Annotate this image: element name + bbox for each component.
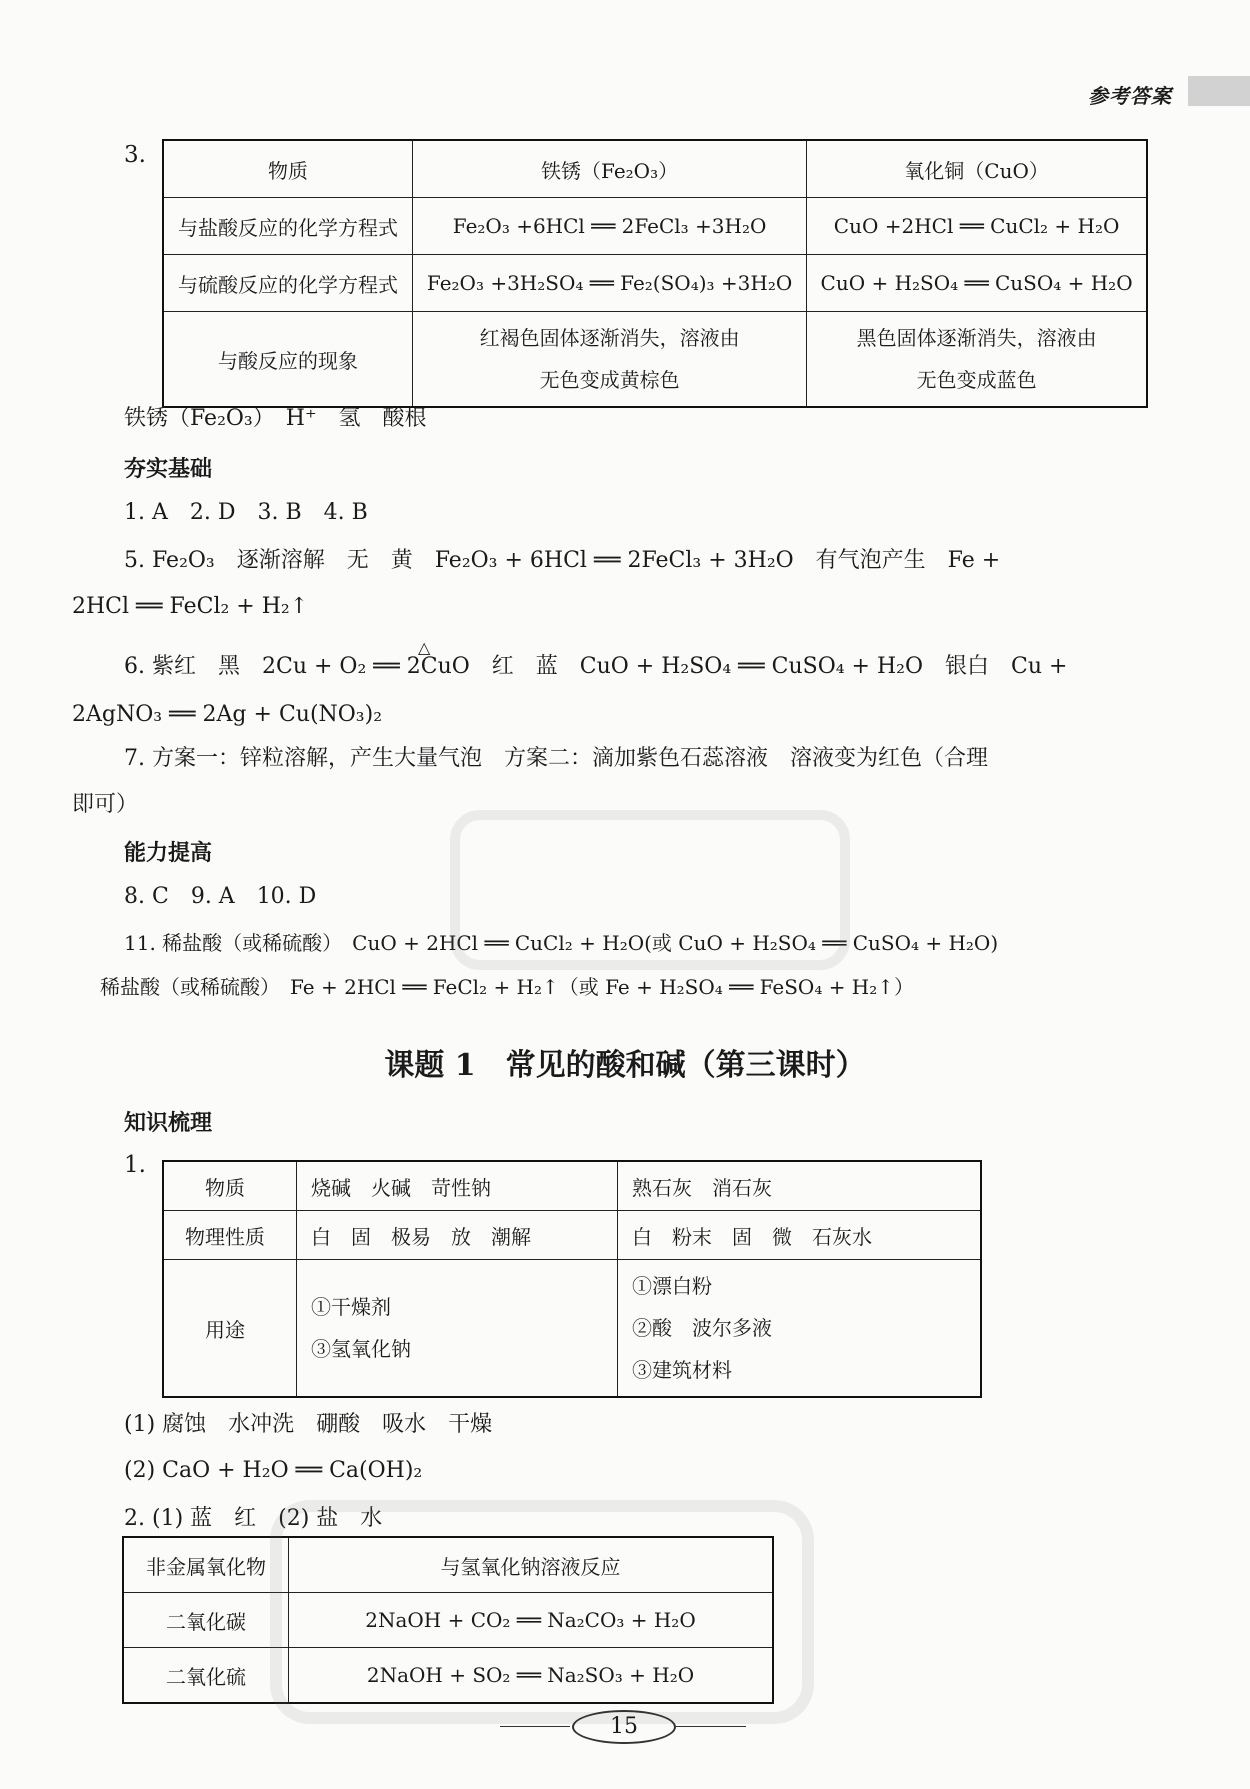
answer-line: 2. (1) 蓝 红 (2) 盐 水 bbox=[124, 1506, 383, 1531]
table-cell bbox=[413, 312, 807, 408]
table-header-cell: 物质 bbox=[163, 140, 413, 198]
header-label: 参考答案 bbox=[1088, 84, 1172, 108]
row-label: 与硫酸反应的化学方程式 bbox=[163, 255, 413, 312]
table-row bbox=[163, 1211, 981, 1260]
table-header-cell: 铁锈（Fe₂O₃） bbox=[413, 140, 807, 198]
section-heading: 知识梳理 bbox=[124, 1110, 213, 1136]
table-row bbox=[163, 140, 1147, 198]
table-cell: 烧碱 火碱 苛性钠 bbox=[297, 1161, 618, 1211]
answer-line: 8. C 9. A 10. D bbox=[124, 884, 317, 909]
row-label: 与酸反应的现象 bbox=[163, 312, 413, 408]
answer-line: 11. 稀盐酸（或稀硫酸） CuO + 2HCl ══ CuCl₂ + H₂O(或 CuO + H₂SO₄ ══ CuSO₄ + H₂O) bbox=[124, 931, 999, 955]
table-cell: CuO + H₂SO₄ ══ CuSO₄ + H₂O bbox=[807, 255, 1147, 312]
answer-line: 稀盐酸（或稀硫酸） Fe + 2HCl ══ FeCl₂ + H₂↑（或 Fe + H₂SO₄ ══ FeSO₄ + H₂↑） bbox=[100, 975, 915, 999]
table-cell bbox=[618, 1260, 982, 1398]
answer-line: 即可） bbox=[72, 792, 139, 817]
table-cell bbox=[807, 312, 1147, 408]
answer-line: 5. Fe₂O₃ 逐渐溶解 无 黄 Fe₂O₃ + 6HCl ══ 2FeCl₃ + 3H₂O 有气泡产生 Fe + bbox=[124, 548, 1001, 573]
watermark-shape bbox=[450, 810, 850, 970]
row-label: 二氧化碳 bbox=[123, 1593, 289, 1648]
cell-line: 红褐色固体逐渐消失，溶液由 bbox=[479, 326, 740, 350]
section-heading: 夯实基础 bbox=[124, 456, 213, 482]
table-cell: 白 粉末 固 微 石灰水 bbox=[618, 1211, 982, 1260]
cell-line: ③建筑材料 bbox=[632, 1358, 732, 1382]
table-header-cell: 非金属氧化物 bbox=[123, 1537, 289, 1593]
header-decoration-bar bbox=[1188, 76, 1250, 106]
table-row bbox=[163, 1161, 981, 1211]
table-cell: Fe₂O₃ +3H₂SO₄ ══ Fe₂(SO₄)₃ +3H₂O bbox=[413, 255, 807, 312]
question-number: 3. bbox=[124, 142, 146, 168]
table-header-cell: 与氢氧化钠溶液反应 bbox=[289, 1537, 774, 1593]
cell-line: 黑色固体逐渐消失，溶液由 bbox=[856, 326, 1097, 350]
divider bbox=[500, 1726, 570, 1727]
cell-line: ②酸 波尔多液 bbox=[632, 1316, 772, 1340]
row-label: 与盐酸反应的化学方程式 bbox=[163, 198, 413, 255]
answer-line: (1) 腐蚀 水冲洗 硼酸 吸水 干燥 bbox=[124, 1412, 493, 1437]
answer-line: 铁锈（Fe₂O₃） H⁺ 氢 酸根 bbox=[124, 406, 427, 431]
table-cell: 2NaOH + CO₂ ══ Na₂CO₃ + H₂O bbox=[289, 1593, 774, 1648]
page-number: 15 bbox=[572, 1710, 676, 1744]
row-label: 物质 bbox=[163, 1161, 297, 1211]
oxide-reaction-table bbox=[162, 139, 1148, 408]
cell-line: ①干燥剂 bbox=[311, 1295, 391, 1319]
answer-line: 2AgNO₃ ══ 2Ag + Cu(NO₃)₂ bbox=[72, 702, 383, 727]
table-row bbox=[163, 198, 1147, 255]
answer-line: 1. A 2. D 3. B 4. B bbox=[124, 500, 368, 525]
question-number: 1. bbox=[124, 1152, 146, 1178]
table-row bbox=[163, 1260, 981, 1398]
divider bbox=[676, 1726, 746, 1727]
answer-line: 7. 方案一：锌粒溶解，产生大量气泡 方案二：滴加紫色石蕊溶液 溶液变为红色（合理 bbox=[124, 746, 988, 771]
table-cell: 熟石灰 消石灰 bbox=[618, 1161, 982, 1211]
answer-line: 2HCl ══ FeCl₂ + H₂↑ bbox=[72, 594, 309, 619]
row-label: 物理性质 bbox=[163, 1211, 297, 1260]
cell-line: 无色变成蓝色 bbox=[916, 368, 1037, 392]
table-cell: Fe₂O₃ +6HCl ══ 2FeCl₃ +3H₂O bbox=[413, 198, 807, 255]
watermark-shape bbox=[270, 1500, 814, 1724]
section-heading: 能力提高 bbox=[124, 840, 213, 866]
table-cell: 2NaOH + SO₂ ══ Na₂SO₃ + H₂O bbox=[289, 1648, 774, 1704]
row-label: 二氧化硫 bbox=[123, 1648, 289, 1704]
base-properties-table bbox=[162, 1160, 982, 1398]
cell-line: ①漂白粉 bbox=[632, 1274, 712, 1298]
table-cell: CuO +2HCl ══ CuCl₂ + H₂O bbox=[807, 198, 1147, 255]
table-row bbox=[163, 255, 1147, 312]
table-cell bbox=[297, 1260, 618, 1398]
cell-line: 无色变成黄棕色 bbox=[539, 368, 680, 392]
table-header-cell: 氧化铜（CuO） bbox=[807, 140, 1147, 198]
lesson-title: 课题 1 常见的酸和碱（第三课时） bbox=[384, 1048, 866, 1083]
table-cell: 白 固 极易 放 潮解 bbox=[297, 1211, 618, 1260]
table-row bbox=[163, 312, 1147, 408]
answer-line: 6. 紫红 黑 2Cu + O₂ ══ 2CuO 红 蓝 CuO + H₂SO₄ ══ CuSO₄ + H₂O 银白 Cu + bbox=[124, 654, 1068, 679]
heat-symbol: △ bbox=[418, 638, 431, 657]
answer-line: (2) CaO + H₂O ══ Ca(OH)₂ bbox=[124, 1458, 423, 1483]
row-label: 用途 bbox=[163, 1260, 297, 1398]
cell-line: ③氢氧化钠 bbox=[311, 1337, 411, 1361]
page-number-ornament bbox=[500, 1710, 750, 1744]
